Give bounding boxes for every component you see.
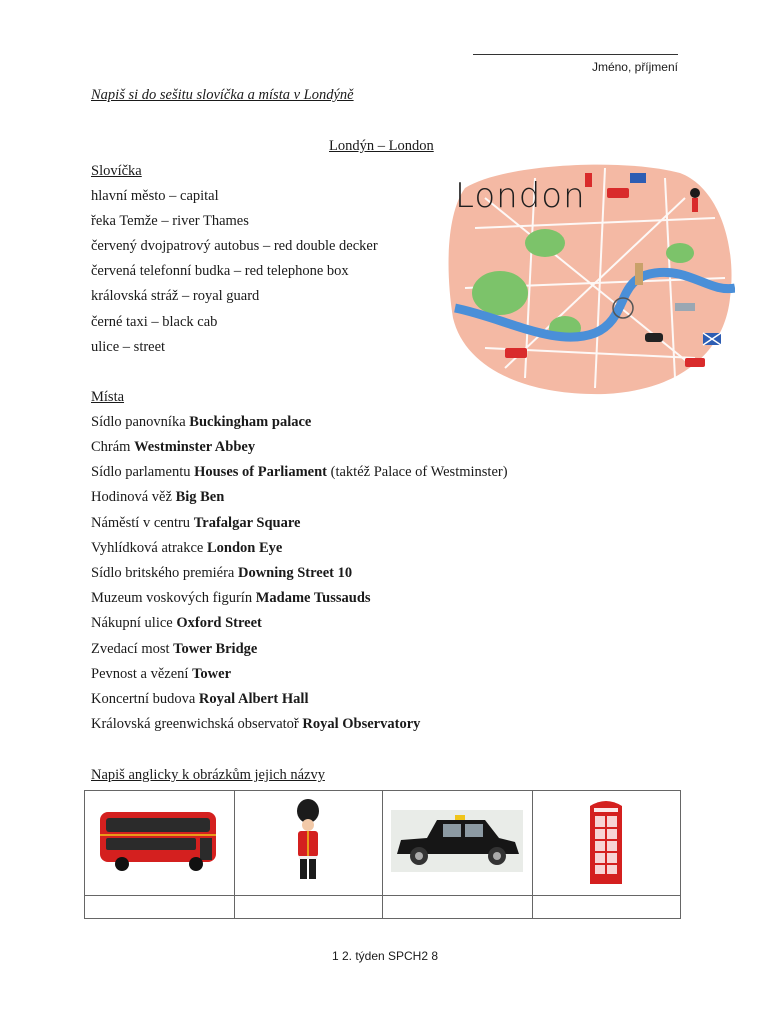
vocab-item: ulice – street <box>91 339 166 355</box>
picture-cell <box>234 791 382 896</box>
places-heading: Místa <box>91 389 125 405</box>
london-map-illustration <box>445 158 735 396</box>
black-cab-image <box>391 810 523 872</box>
vocab-item: hlavní město – capital <box>91 188 219 204</box>
place-item: Hodinová věž Big Ben <box>91 489 225 505</box>
picture-cell <box>382 791 532 896</box>
picture-cell <box>532 791 680 896</box>
vocab-item: královská stráž – royal guard <box>91 288 260 304</box>
exercise-instruction: Napiš anglicky k obrázkům jejich názvy <box>91 767 325 783</box>
answer-cell[interactable] <box>382 896 532 919</box>
page-title: Londýn – London <box>329 138 434 154</box>
answer-cell[interactable] <box>85 896 235 919</box>
place-item: Chrám Westminster Abbey <box>91 439 256 455</box>
royal-guard-image <box>293 799 323 883</box>
red-telephone-box-image <box>586 796 626 886</box>
vocab-item: červený dvojpatrový autobus – red double decker <box>91 238 378 254</box>
place-item: Koncertní budova Royal Albert Hall <box>91 691 309 707</box>
place-item: Vyhlídková atrakce London Eye <box>91 540 283 556</box>
place-item: Muzeum voskových figurín Madame Tussauds <box>91 590 371 606</box>
red-double-decker-bus-image <box>98 810 220 872</box>
place-item: Sídlo panovníka Buckingham palace <box>91 414 312 430</box>
exercise-table <box>84 790 681 919</box>
vocab-item: černé taxi – black cab <box>91 314 218 330</box>
answer-cell[interactable] <box>234 896 382 919</box>
picture-cell <box>85 791 235 896</box>
map-title: London <box>455 176 586 216</box>
place-item: Pevnost a vězení Tower <box>91 666 232 682</box>
vocab-item: řeka Temže – river Thames <box>91 213 249 229</box>
instruction: Napiš si do sešitu slovíčka a místa v Londýně <box>91 87 354 103</box>
vocab-item: červená telefonní budka – red telephone box <box>91 263 349 279</box>
name-label: Jméno, příjmení <box>591 60 678 74</box>
answer-cell[interactable] <box>532 896 680 919</box>
place-item: Nákupní ulice Oxford Street <box>91 615 262 631</box>
place-item: Náměstí v centru Trafalgar Square <box>91 515 301 531</box>
signature-line <box>473 46 678 55</box>
place-item: Zvedací most Tower Bridge <box>91 641 258 657</box>
place-item: Královská greenwichská observatoř Royal Observatory <box>91 716 421 732</box>
place-item: Sídlo britského premiéra Downing Street 10 <box>91 565 353 581</box>
place-item: Sídlo parlamentu Houses of Parliament (taktéž Palace of Westminster) <box>91 464 508 480</box>
vocab-heading: Slovíčka <box>91 163 142 179</box>
page-footer: 1 2. týden SPCH2 8 <box>331 949 439 963</box>
